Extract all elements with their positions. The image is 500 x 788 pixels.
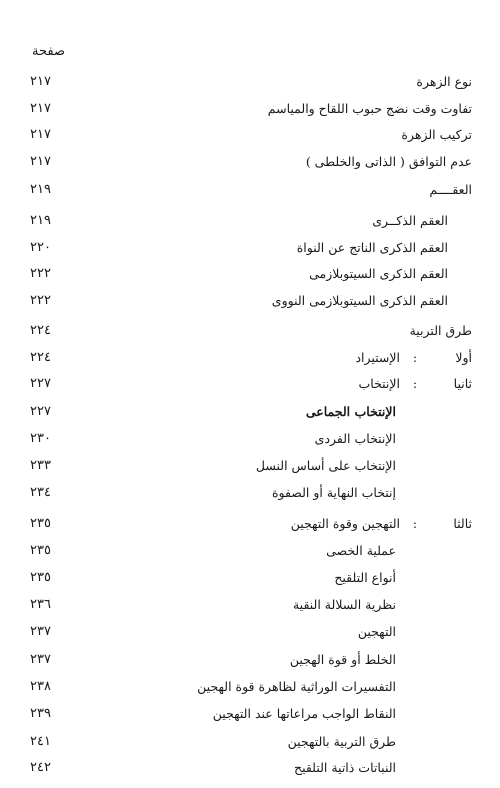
toc-entry	[30, 593, 472, 615]
toc-page-number: ٢٤١	[30, 733, 51, 749]
toc-title-wrap	[76, 74, 472, 89]
toc-title-wrap	[76, 734, 472, 749]
toc-title-wrap	[76, 679, 472, 694]
toc-title: عملية الخصى	[326, 542, 396, 558]
toc-entry	[30, 566, 472, 588]
toc-title-wrap	[76, 543, 472, 558]
toc-title: طرق التربية	[409, 322, 472, 338]
toc-page-number: ٢٢٢	[30, 265, 51, 281]
toc-title-wrap	[76, 101, 472, 116]
toc-title-wrap	[76, 213, 472, 228]
toc-entry	[30, 262, 472, 284]
toc-entry	[30, 675, 472, 697]
toc-entry	[30, 319, 472, 341]
toc-title-wrap	[76, 624, 472, 639]
toc-entry	[30, 648, 472, 670]
toc-entry	[30, 400, 472, 422]
toc-entry	[30, 372, 472, 394]
toc-entry	[30, 427, 472, 449]
toc-separator: :	[412, 349, 418, 365]
toc-page-number: ٢٣٩	[30, 705, 51, 721]
toc-ordinal: ثالثا	[453, 515, 472, 531]
toc-title-wrap	[76, 127, 472, 142]
toc-page-number: ٢١٧	[30, 153, 51, 169]
toc-title-wrap	[76, 516, 472, 531]
toc-title-wrap	[76, 570, 472, 585]
toc-title-wrap	[76, 760, 472, 775]
toc-title-wrap	[76, 652, 472, 667]
toc-entry	[30, 539, 472, 561]
toc-title: الخلط أو قوة الهجين	[289, 651, 396, 667]
toc-title: الإستيراد	[355, 349, 400, 365]
toc-entry	[30, 346, 472, 368]
toc-title: عدم التوافق ( الذاتى والخلطى )	[305, 153, 472, 169]
toc-title: العقم الذكرى السيتوبلازمى	[309, 265, 448, 281]
toc-title-wrap	[76, 240, 472, 255]
toc-page-number: ٢٣٥	[30, 515, 51, 531]
toc-title-wrap	[76, 182, 472, 197]
toc-title: النقاط الواجب مراعاتها عند التهجين	[212, 705, 396, 721]
toc-title-wrap	[76, 350, 472, 365]
toc-page-number: ٢١٧	[30, 126, 51, 142]
toc-entry	[30, 150, 472, 172]
toc-separator: :	[412, 375, 418, 391]
toc-page-number: ٢٢٤	[30, 349, 51, 365]
toc-entry	[30, 756, 472, 778]
toc-title-wrap	[76, 597, 472, 612]
page-column-header: صفحة	[32, 44, 65, 59]
toc-page-number: ٢١٩	[30, 181, 51, 197]
toc-entry	[30, 454, 472, 476]
toc-entry	[30, 481, 472, 503]
toc-entry	[30, 730, 472, 752]
toc-title-wrap	[76, 458, 472, 473]
toc-title: العقم الذكرى الناتج عن النواة	[296, 239, 448, 255]
toc-title: الإنتخاب على أساس النسل	[255, 457, 396, 473]
toc-page-number: ٢١٩	[30, 212, 51, 228]
toc-title: إنتخاب النهاية أو الصفوة	[271, 484, 396, 500]
toc-title: الإنتخاب	[358, 375, 400, 391]
toc-entry	[30, 620, 472, 642]
toc-page-number: ٢٣٤	[30, 484, 51, 500]
toc-title: نوع الزهرة	[416, 73, 472, 89]
toc-title: التهجين	[357, 623, 396, 639]
toc-page-number: ٢٣٦	[30, 596, 51, 612]
toc-ordinal: ثانيا	[453, 375, 472, 391]
toc-page-number: ٢٣٥	[30, 569, 51, 585]
toc-title: العقم الذكرى السيتوبلازمى النووى	[271, 292, 448, 308]
toc-title: العقم الذكــرى	[372, 212, 448, 228]
toc-ordinal: أولا	[455, 349, 472, 365]
toc-title: طرق التربية بالتهجين	[287, 733, 396, 749]
toc-title-wrap	[76, 706, 472, 721]
toc-title-wrap	[76, 431, 472, 446]
toc-title-wrap	[76, 485, 472, 500]
toc-page-number: ٢٢٧	[30, 375, 51, 391]
toc-title: تفاوت وقت نضج حبوب اللقاح والمياسم	[267, 100, 472, 116]
toc-title: تركيب الزهرة	[401, 126, 472, 142]
toc-page-number: ٢٢٤	[30, 322, 51, 338]
toc-title-wrap	[76, 376, 472, 391]
toc-title: الإنتخاب الجماعى	[305, 403, 396, 419]
toc-page-number: ٢٣٣	[30, 457, 51, 473]
toc-title-wrap	[76, 266, 472, 281]
toc-page-number: ٢٣٥	[30, 542, 51, 558]
toc-title: العقــــم	[429, 181, 472, 197]
toc-entry	[30, 512, 472, 534]
toc-page-number: ٢٣٠	[30, 430, 51, 446]
toc-title-wrap	[76, 154, 472, 169]
toc-page-number: ٢٢٧	[30, 403, 51, 419]
toc-title-wrap	[76, 404, 472, 419]
toc-separator: :	[412, 515, 418, 531]
toc-title: نظرية السلالة النقية	[292, 596, 396, 612]
toc-entry	[30, 236, 472, 258]
toc-entry	[30, 289, 472, 311]
toc-entry	[30, 123, 472, 145]
toc-page-number: ٢٣٧	[30, 623, 51, 639]
toc-title: التفسيرات الوراثية لظاهرة قوة الهجين	[197, 678, 396, 694]
toc-title: التهجين وقوة التهجين	[290, 515, 400, 531]
toc-entry	[30, 209, 472, 231]
toc-title: النباتات ذاتية التلقيح	[294, 759, 396, 775]
toc-page-number: ٢٤٢	[30, 759, 51, 775]
toc-title: الإنتخاب الفردى	[314, 430, 396, 446]
toc-title: أنواع التلقيح	[334, 569, 396, 585]
toc-page-number: ٢١٧	[30, 73, 51, 89]
toc-page-number: ٢٢٠	[30, 239, 51, 255]
toc-title-wrap	[76, 293, 472, 308]
toc-entry	[30, 702, 472, 724]
toc-entry	[30, 70, 472, 92]
toc-page-number: ٢٣٧	[30, 651, 51, 667]
toc-page-number: ٢١٧	[30, 100, 51, 116]
toc-entry	[30, 178, 472, 200]
toc-page-number: ٢٢٢	[30, 292, 51, 308]
toc-title-wrap	[76, 323, 472, 338]
toc-entry	[30, 97, 472, 119]
toc-page-number: ٢٣٨	[30, 678, 51, 694]
